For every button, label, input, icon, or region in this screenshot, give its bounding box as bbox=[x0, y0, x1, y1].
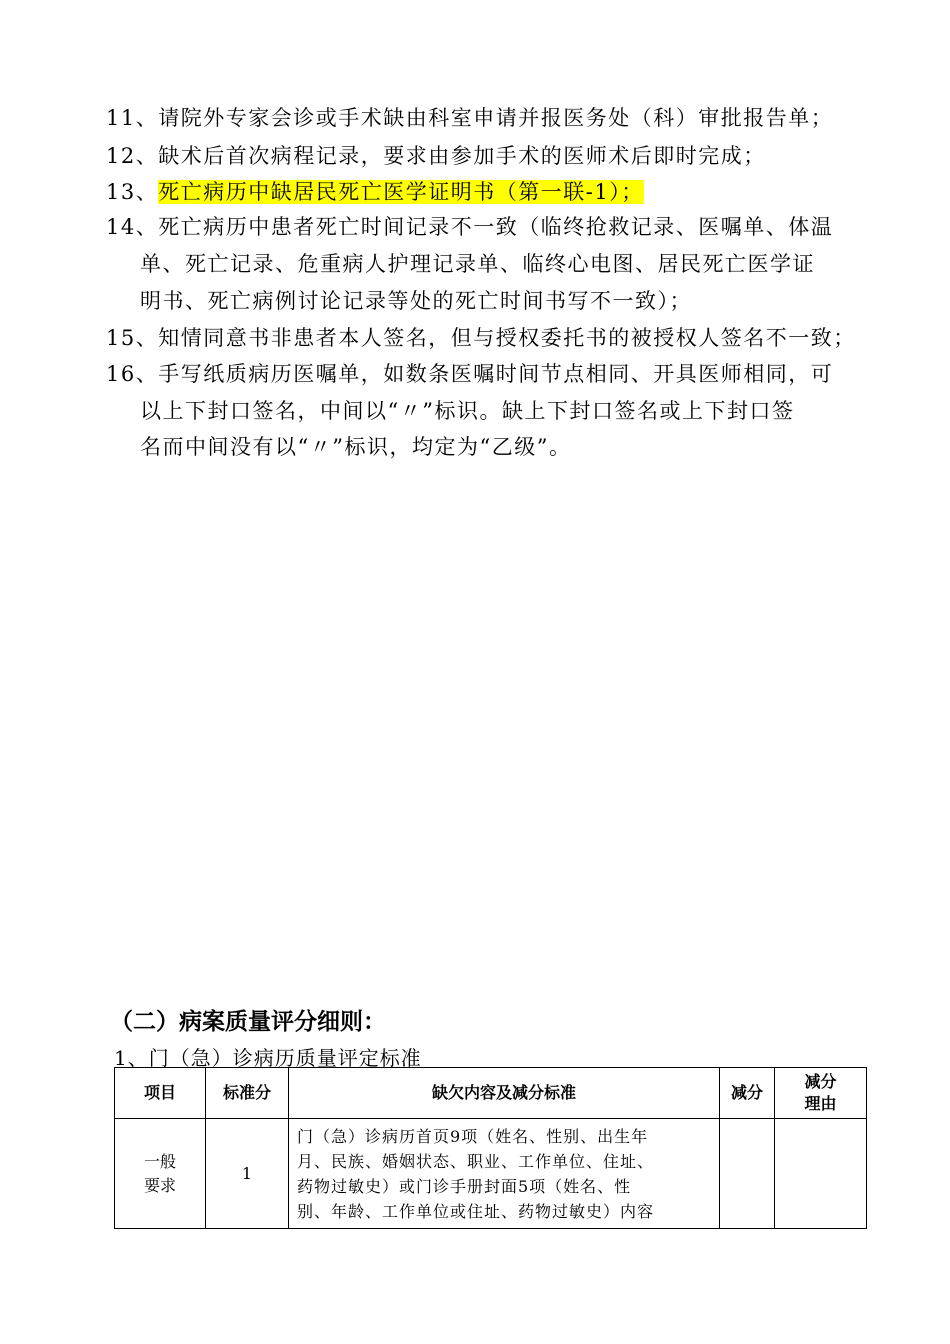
item-text: 死亡病历中患者死亡时间记录不一致（临终抢救记录、医嘱单、体温 bbox=[158, 215, 834, 239]
criteria-line: 别、年龄、工作单位或住址、药物过敏史）内容 bbox=[297, 1201, 655, 1221]
header-deduct: 减分 bbox=[720, 1068, 775, 1119]
item-number: 12 bbox=[106, 144, 136, 168]
cell-deduct bbox=[720, 1119, 775, 1229]
criteria-line: 门（急）诊病历首页9项（姓名、性别、出生年 bbox=[297, 1126, 649, 1146]
item-number: 13 bbox=[106, 180, 136, 204]
scoring-table bbox=[114, 1067, 867, 1229]
item-number: 11 bbox=[106, 106, 136, 130]
list-item: 14、死亡病历中患者死亡时间记录不一致（临终抢救记录、医嘱单、体温 bbox=[106, 215, 834, 239]
cell-criteria bbox=[289, 1119, 720, 1229]
criteria-line: 药物过敏史）或门诊手册封面5项（姓名、性 bbox=[297, 1176, 632, 1196]
highlighted-text: 死亡病历中缺居民死亡医学证明书（第一联-1）； bbox=[158, 180, 644, 204]
section-title: （二）病案质量评分细则： bbox=[110, 1009, 386, 1035]
item-text: 知情同意书非患者本人签名，但与授权委托书的被授权人签名不一致； bbox=[158, 326, 856, 350]
item-text: 请院外专家会诊或手术缺由科室申请并报医务处（科）审批报告单； bbox=[158, 106, 834, 130]
header-reason-line: 减分 bbox=[804, 1072, 837, 1091]
cell-reason bbox=[775, 1119, 867, 1229]
item-continuation: 名而中间没有以“〃”标识，均定为“乙级”。 bbox=[140, 435, 572, 459]
header-score: 标准分 bbox=[206, 1068, 289, 1119]
header-item: 项目 bbox=[115, 1068, 206, 1119]
cell-item-line: 要求 bbox=[143, 1175, 176, 1195]
criteria-line: 月、民族、婚姻状态、职业、工作单位、住址、 bbox=[297, 1151, 655, 1171]
list-item: 13、死亡病历中缺居民死亡医学证明书（第一联-1）； bbox=[106, 180, 644, 204]
list-item: 15、知情同意书非患者本人签名，但与授权委托书的被授权人签名不一致； bbox=[106, 326, 856, 350]
item-number: 15 bbox=[106, 326, 136, 350]
table-header-row bbox=[115, 1068, 867, 1119]
list-item: 12、缺术后首次病程记录，要求由参加手术的医师术后即时完成； bbox=[106, 144, 766, 168]
cell-score: 1 bbox=[206, 1119, 289, 1229]
subsection-title: 1、门（急）诊病历质量评定标准 bbox=[114, 1046, 422, 1070]
item-continuation: 明书、死亡病例讨论记录等处的死亡时间书写不一致）； bbox=[140, 289, 692, 313]
header-reason-line: 理由 bbox=[804, 1094, 837, 1113]
header-criteria: 缺欠内容及减分标准 bbox=[289, 1068, 720, 1119]
item-continuation: 以上下封口签名，中间以“〃”标识。缺上下封口签名或上下封口签 bbox=[140, 399, 795, 423]
item-text: 缺术后首次病程记录，要求由参加手术的医师术后即时完成； bbox=[158, 144, 766, 168]
cell-item bbox=[115, 1119, 206, 1229]
list-item: 11、请院外专家会诊或手术缺由科室申请并报医务处（科）审批报告单； bbox=[106, 106, 834, 130]
cell-item-line: 一般 bbox=[143, 1151, 176, 1171]
table-row bbox=[115, 1119, 867, 1229]
header-reason bbox=[775, 1068, 867, 1119]
list-item: 16、手写纸质病历医嘱单，如数条医嘱时间节点相同、开具医师相同，可 bbox=[106, 362, 834, 386]
item-number: 14 bbox=[106, 215, 136, 239]
item-number: 16 bbox=[106, 362, 136, 386]
item-text: 手写纸质病历医嘱单，如数条医嘱时间节点相同、开具医师相同，可 bbox=[158, 362, 834, 386]
item-continuation: 单、死亡记录、危重病人护理记录单、临终心电图、居民死亡医学证 bbox=[140, 252, 815, 276]
